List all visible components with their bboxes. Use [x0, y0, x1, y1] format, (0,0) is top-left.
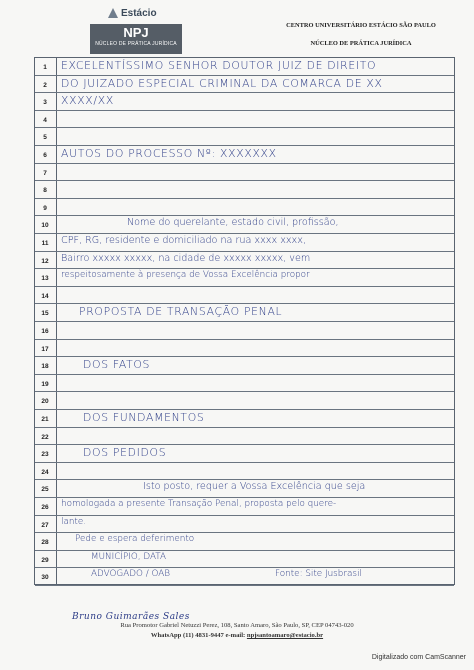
line-number: 29 [41, 556, 49, 564]
form-line [35, 533, 454, 551]
form-line [35, 498, 454, 516]
line-number: 14 [41, 292, 49, 300]
line-number: 22 [41, 433, 49, 441]
handwritten-text: Bairro xxxxx xxxxx, na cidade de xxxxx xxxxx, vem [61, 252, 311, 264]
line-number: 28 [41, 539, 49, 547]
footer-whatsapp: WhatsApp (11) 4831-9447 e-mail: [150, 632, 246, 639]
handwritten-text: Nome do querelante, estado civil, profissão, [127, 217, 339, 229]
scanner-watermark: Digitalizado com CamScanner [371, 654, 466, 661]
handwritten-text: DO JUIZADO ESPECIAL CRIMINAL DA COMARCA DE XX [61, 76, 383, 90]
handwritten-text: CPF, RG, residente e domiciliado na rua xxxx xxxx, [61, 235, 306, 246]
handwritten-text: EXCELENTÍSSIMO SENHOR DOUTOR JUIZ DE DIREITO [61, 59, 377, 72]
form-line [35, 216, 454, 234]
npj-subtitle: NÚCLEO DE PRÁTICA JURÍDICA [95, 41, 177, 47]
line-number: 21 [41, 416, 49, 423]
handwritten-text: lante. [61, 516, 87, 527]
handwritten-text: Isto posto, requer a Vossa Excelência que seja [143, 481, 366, 493]
handwritten-text: PROPOSTA DE TRANSAÇÃO PENAL [79, 305, 283, 319]
form-line [35, 76, 454, 94]
form-line [35, 410, 454, 428]
handwritten-text: DOS FUNDAMENTOS [83, 411, 205, 424]
form-line [35, 164, 454, 182]
handwritten-text: AUTOS DO PROCESSO Nº: XXXXXXX [61, 147, 277, 160]
handwritten-text: respeitosamente à presença de Vossa Excelência propor [61, 270, 310, 281]
form-line [35, 181, 454, 199]
handwritten-text: DOS FATOS [83, 358, 151, 372]
handwritten-text: MUNICÍPIO, DATA [91, 551, 167, 562]
form-line [35, 269, 454, 287]
form-line [35, 357, 454, 375]
form-line [35, 568, 454, 586]
signature: Bruno Guimarães Sales [72, 612, 190, 622]
footer-contact [0, 632, 474, 639]
handwritten-text: DOS PEDIDOS [83, 446, 167, 460]
form-line [35, 463, 454, 481]
line-number: 30 [41, 574, 49, 582]
footer-email-link[interactable]: npjsantoamaro@estacio.br [246, 632, 324, 639]
line-number: 17 [41, 345, 49, 353]
form-line [35, 516, 454, 534]
line-number: 1 [43, 64, 47, 71]
line-number: 27 [41, 521, 49, 529]
line-number: 11 [41, 240, 49, 247]
handwritten-text: XXXX/XX [61, 94, 114, 108]
form-line [35, 322, 454, 340]
line-number: 3 [43, 99, 47, 107]
footer-address: Rua Promotor Gabriel Netuzzi Perez, 108, Santo Amaro, São Paulo, SP, CEP 04743-020 [120, 622, 354, 629]
line-number: 6 [43, 152, 47, 159]
form-line [35, 252, 454, 270]
institution-name: CENTRO UNIVERSITÁRIO ESTÁCIO SÃO PAULO [286, 22, 436, 29]
form-line [35, 428, 454, 446]
form-line [35, 445, 454, 463]
form-line [35, 551, 454, 569]
form-line [35, 392, 454, 410]
line-number: 26 [41, 504, 49, 511]
line-number: 16 [41, 328, 49, 335]
handwritten-text: homologada a presente Transação Penal, proposta pelo quere- [61, 499, 337, 509]
line-number: 25 [41, 486, 49, 494]
line-number: 4 [43, 116, 47, 124]
form-line [35, 480, 454, 498]
line-number: 13 [41, 275, 49, 283]
line-number: 2 [43, 81, 47, 89]
form-line [35, 375, 454, 393]
form-line [35, 304, 454, 322]
handwritten-text: Pede e espera deferimento [75, 534, 195, 545]
form-line [35, 58, 454, 76]
department-name: NÚCLEO DE PRÁTICA JURÍDICA [310, 40, 412, 47]
line-number: 24 [41, 468, 49, 476]
line-number: 10 [41, 222, 49, 230]
line-number: 9 [43, 204, 47, 212]
form-line [35, 93, 454, 111]
line-number: 19 [41, 380, 49, 388]
source-note: Fonte: Site Jusbrasil [275, 569, 362, 580]
line-number: 18 [41, 363, 49, 371]
handwritten-text: ADVOGADO / OAB [91, 569, 171, 580]
line-number: 5 [43, 134, 47, 142]
estacio-logo-icon [108, 8, 118, 18]
estacio-logo [108, 6, 168, 20]
form-line [35, 287, 454, 305]
form-line [35, 199, 454, 217]
line-number: 23 [41, 451, 49, 459]
form-line [35, 340, 454, 358]
brand-name: Estácio [121, 7, 157, 19]
npj-badge [90, 24, 182, 54]
line-number: 12 [41, 257, 49, 265]
form-line [35, 128, 454, 146]
lined-form [34, 57, 455, 585]
form-line [35, 146, 454, 164]
form-line [35, 111, 454, 129]
line-number: 20 [41, 398, 49, 406]
npj-title: NPJ [123, 25, 149, 40]
form-line [35, 234, 454, 252]
institution-header [276, 22, 446, 58]
line-number: 7 [43, 169, 47, 177]
line-number: 15 [41, 310, 49, 318]
line-number: 8 [43, 187, 47, 195]
